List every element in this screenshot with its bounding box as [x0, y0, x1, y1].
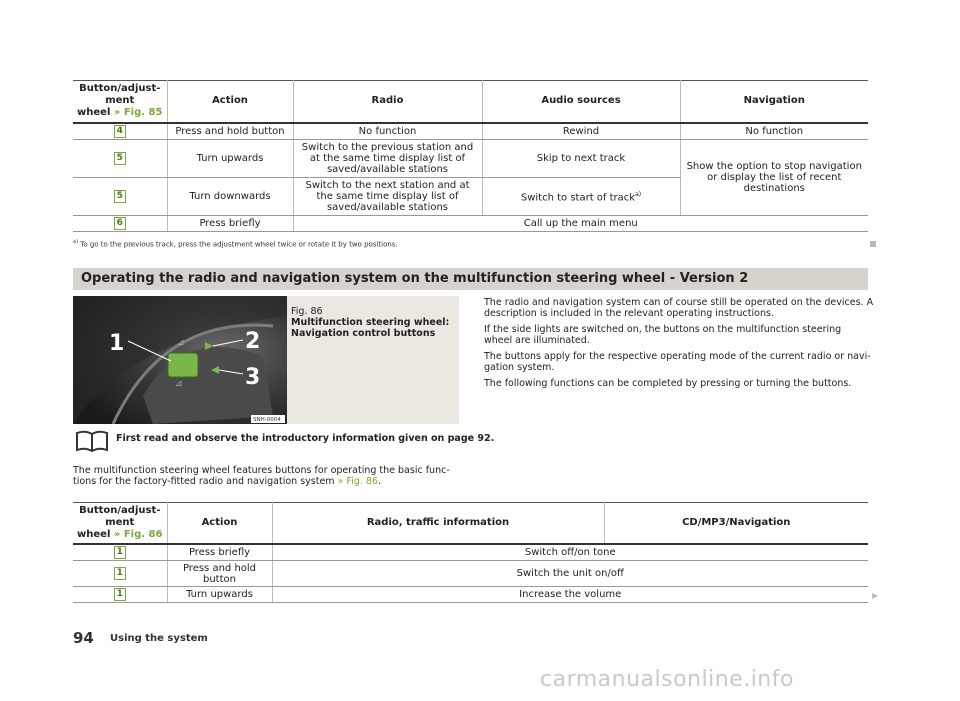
fig-ref-link[interactable]: » Fig. 85 [113, 107, 163, 119]
functions-table-fig85 [73, 80, 868, 232]
fig-ref-link[interactable]: » Fig. 86 [113, 529, 163, 540]
book-icon [75, 429, 109, 453]
button-number-badge: 5 [114, 190, 126, 203]
watermark: carmanualsonline.info [540, 667, 794, 692]
svg-text:⊿: ⊿ [177, 338, 185, 348]
table-row: 1 Press briefly Switch off/on tone [73, 544, 868, 561]
table-row: 6 Press briefly Call up the main menu [73, 215, 868, 231]
callout-3: 3 [245, 365, 261, 390]
callout-2: 2 [245, 329, 261, 354]
page-number: 94 [73, 629, 94, 647]
table-row: 4 Press and hold button No function Rewind No function [73, 123, 868, 140]
header-action: Action [167, 503, 272, 545]
page-marker [870, 241, 876, 247]
table-row: 5 Turn downwards Switch to the next station and at the same time display list of saved/available stations Switch to start of track$^{a)}$ [73, 177, 868, 215]
button-number-badge: 6 [114, 217, 126, 230]
header-navigation: Navigation [680, 81, 868, 123]
button-number-badge: 1 [114, 567, 126, 580]
table-row: 5 Turn upwards Switch to the previous station and at the same time display list of saved/available stations Skip to next track Show the option to stop navigation or display the list of recent destinations [73, 139, 868, 177]
figure-caption: Fig. 86 Multifunction steering wheel: Navigation control buttons [291, 306, 450, 339]
navigation-merged-cell: Show the option to stop navigation or display the list of recent destinations [680, 139, 868, 215]
image-code: SNH-0004 [253, 417, 281, 423]
header-button-wheel: Button/adjust- ment wheel » Fig. 86 [77, 505, 163, 540]
note-text: First read and observe the introductory information given on page 92. [116, 433, 495, 444]
functions-table-fig86 [73, 502, 868, 603]
button-number-badge: 5 [114, 152, 126, 165]
steering-wheel-image [73, 296, 287, 424]
header-radio: Radio [293, 81, 482, 123]
right-column-text: The radio and navigation system can of course still be operated on the devices. A description is included in the relevant operating instructions. If the side lights are switched on, the buttons on the multifunction steering wheel are illuminated. The buttons apply for the respective operating mode of the current radio or navi- gation system. The following functions can be completed by pressing or turning the buttons. [484, 297, 874, 389]
page-title: Using the system [110, 633, 208, 644]
table-row: 1 Turn upwards Increase the volume [73, 587, 868, 603]
header-radio-traffic: Radio, traffic information [272, 503, 604, 545]
button-number-badge: 1 [114, 588, 126, 601]
intro-paragraph: The multifunction steering wheel features buttons for operating the basic func- tions for the factory-fitted radio and navigation system » Fig. 86. [73, 465, 450, 487]
header-action: Action [167, 81, 293, 123]
footnote: $^{a)}$ To go to the previous track, press the adjustment wheel twice or rotate it by two positions. [73, 239, 398, 249]
table-row: 1 Press and hold button Switch the unit on/off [73, 561, 868, 587]
svg-text:⊿: ⊿ [175, 379, 183, 389]
header-button-wheel: Button/adjust- ment wheel » Fig. 85 [77, 83, 163, 119]
continue-arrow-icon: ▶ [872, 591, 879, 600]
callout-1: 1 [109, 331, 125, 356]
figure-panel [73, 296, 459, 424]
header-cd-mp3-navigation: CD/MP3/Navigation [604, 503, 868, 545]
button-number-badge: 4 [114, 125, 126, 138]
fig-ref-link[interactable]: » Fig. 86 [337, 476, 378, 487]
section-title: Operating the radio and navigation system on the multifunction steering wheel - Version 2 [73, 268, 868, 290]
header-audio-sources: Audio sources [482, 81, 680, 123]
button-number-badge: 1 [114, 546, 126, 559]
